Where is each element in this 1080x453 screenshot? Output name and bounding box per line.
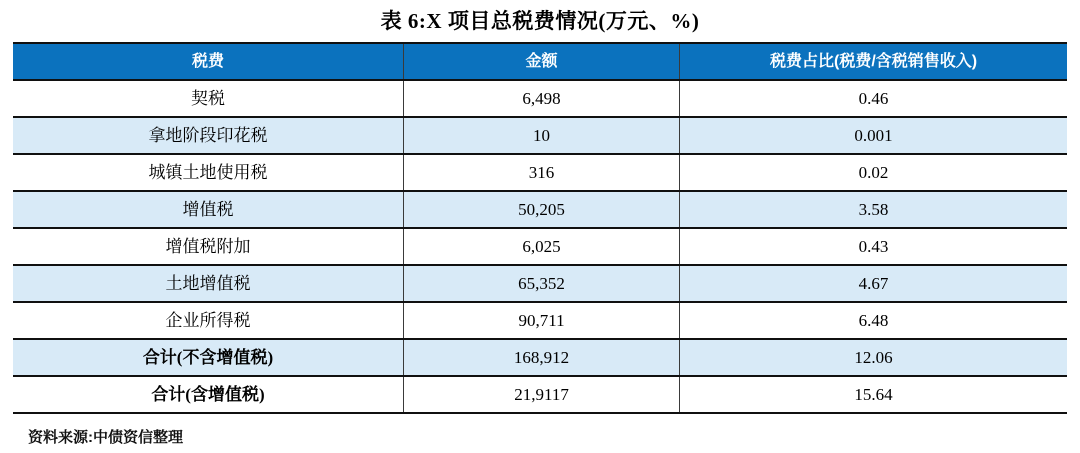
cell-ratio: 0.001 [679, 118, 1067, 153]
cell-tax-label: 拿地阶段印花税 [148, 126, 268, 145]
table-row [13, 303, 1067, 340]
header-cell-ratio: 税费占比(税费/含税销售收入) [679, 44, 1067, 79]
table-header-row [13, 44, 1067, 81]
cell-ratio: 3.58 [679, 192, 1067, 227]
cell-amount: 6,025 [403, 229, 679, 264]
cell-amount: 168,912 [403, 340, 679, 375]
cell-amount: 65,352 [403, 266, 679, 301]
table-row [13, 192, 1067, 229]
cell-ratio: 15.64 [679, 377, 1067, 412]
cell-tax-label: 合计(含增值税) [151, 385, 265, 404]
cell-amount: 316 [403, 155, 679, 190]
cell-amount: 90,711 [403, 303, 679, 338]
cell-tax-label: 契税 [190, 89, 225, 108]
cell-tax-label: 城镇土地使用税 [148, 163, 268, 182]
cell-ratio: 6.48 [679, 303, 1067, 338]
table-row [13, 229, 1067, 266]
cell-tax-label: 增值税 [182, 200, 234, 219]
table-row-total-excl-vat [13, 340, 1067, 377]
cell-ratio: 4.67 [679, 266, 1067, 301]
table-row [13, 155, 1067, 192]
cell-amount: 50,205 [403, 192, 679, 227]
cell-amount: 10 [403, 118, 679, 153]
cell-amount: 6,498 [403, 81, 679, 116]
table-row [13, 118, 1067, 155]
source-note: 资料来源:中债资信整理 [28, 429, 183, 446]
header-cell-amount: 金额 [403, 44, 679, 79]
cell-tax-label: 土地增值税 [165, 274, 251, 293]
header-cell-tax: 税费 [191, 52, 224, 70]
cell-tax-label: 增值税附加 [165, 237, 251, 256]
cell-amount: 21,9117 [403, 377, 679, 412]
cell-ratio: 0.02 [679, 155, 1067, 190]
cell-ratio: 0.46 [679, 81, 1067, 116]
cell-ratio: 0.43 [679, 229, 1067, 264]
cell-tax-label: 企业所得税 [165, 311, 251, 330]
tax-summary-table [13, 42, 1067, 414]
table-title: 表 6:X 项目总税费情况(万元、%) [380, 9, 700, 33]
table-row-total-incl-vat [13, 377, 1067, 414]
cell-ratio: 12.06 [679, 340, 1067, 375]
cell-tax-label: 合计(不含增值税) [142, 348, 274, 367]
table-row [13, 266, 1067, 303]
table-row [13, 81, 1067, 118]
